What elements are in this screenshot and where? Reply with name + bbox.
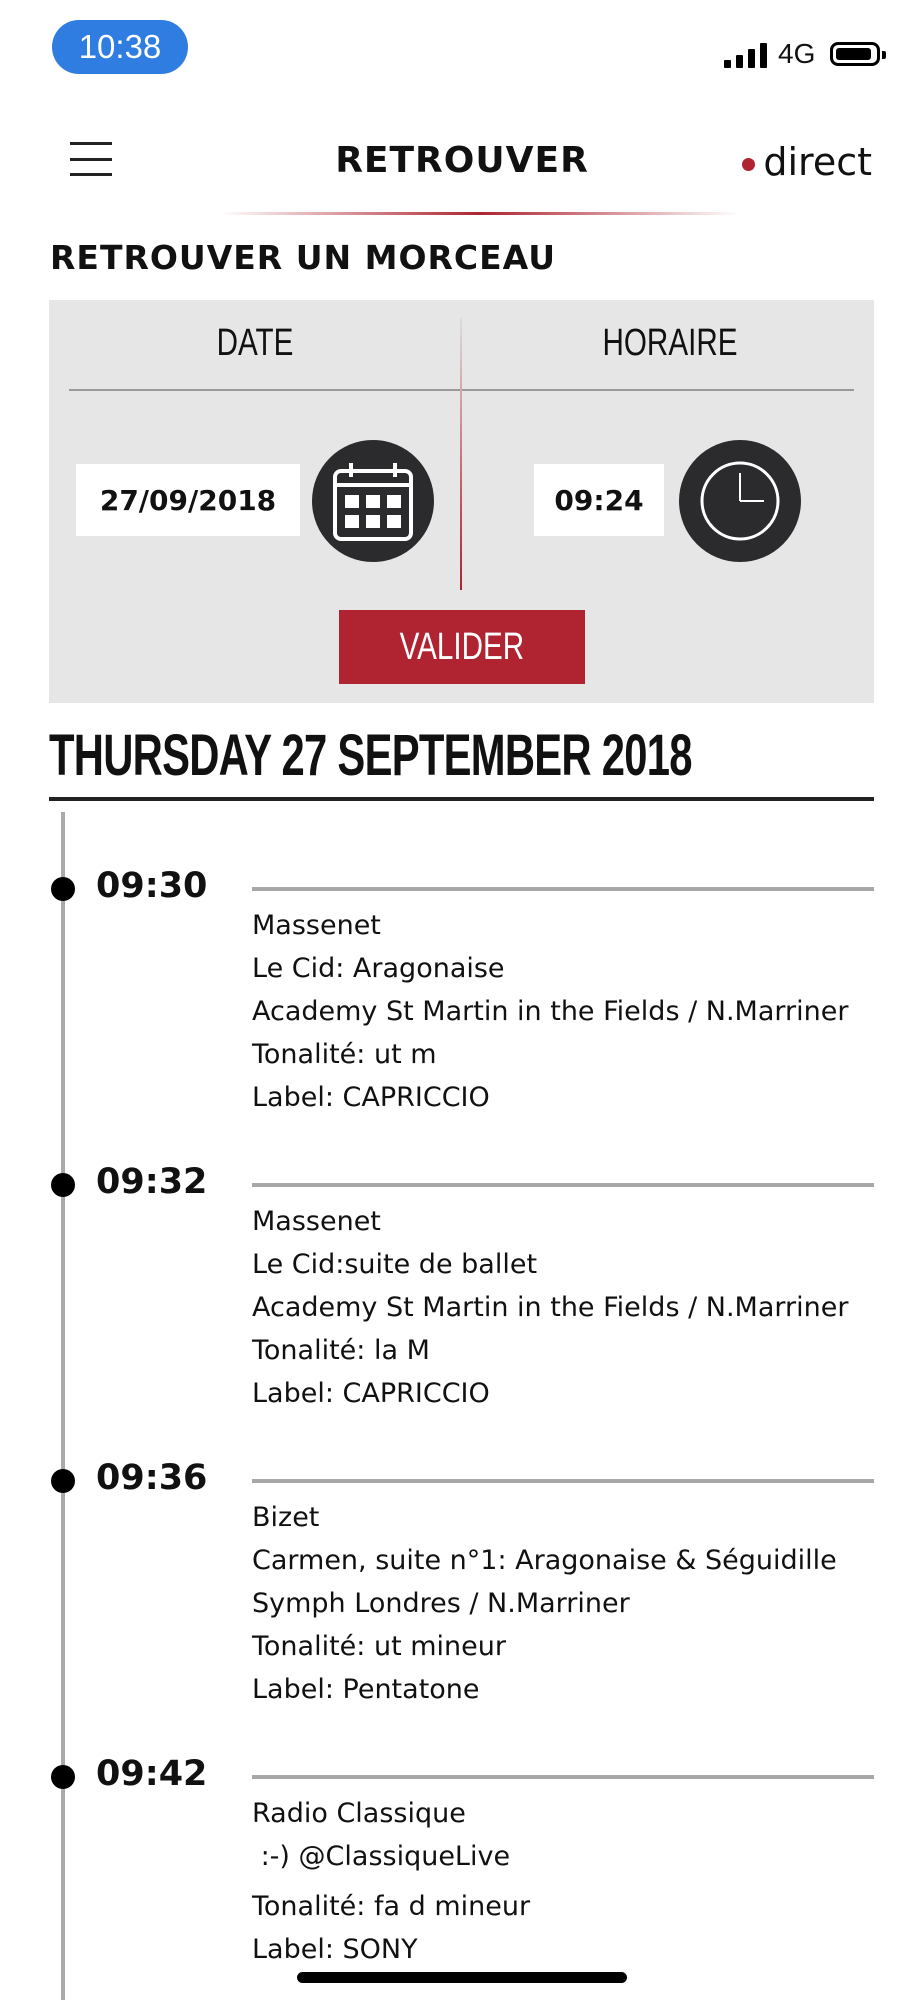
calendar-button[interactable] <box>312 440 434 562</box>
entry-line: :-) @ClassiqueLive <box>252 1841 511 1872</box>
entry-time: 09:36 <box>96 1458 208 1498</box>
panel-divider-vertical <box>460 318 462 590</box>
entry-details[interactable] <box>252 1792 530 1971</box>
entry-line: Le Cid: Aragonaise <box>252 953 505 984</box>
entry-line: Tonalité: ut m <box>252 1039 437 1070</box>
entry-line: Tonalité: fa d mineur <box>252 1891 531 1922</box>
home-indicator[interactable] <box>297 1972 627 1983</box>
time-input[interactable]: 09:24 <box>534 464 664 536</box>
timeline-dot <box>51 1469 75 1493</box>
entry-line: Carmen, suite n°1: Aragonaise & Séguidille <box>252 1545 837 1576</box>
time-header: HORAIRE <box>602 322 738 364</box>
entry-details[interactable] <box>252 1496 837 1711</box>
timeline-dot <box>51 1173 75 1197</box>
entry-details[interactable] <box>252 904 848 1119</box>
live-dot-icon <box>742 158 755 171</box>
entry-line: Massenet <box>252 1206 381 1237</box>
entry-time: 09:30 <box>96 866 208 906</box>
entry-time: 09:42 <box>96 1754 208 1794</box>
entry-divider <box>252 1775 874 1779</box>
entry-line: Radio Classique <box>252 1798 466 1829</box>
entry-line: Symph Londres / N.Marriner <box>252 1588 630 1619</box>
validate-button[interactable] <box>339 610 585 684</box>
header-divider <box>220 212 740 215</box>
entry-line: Label: CAPRICCIO <box>252 1378 490 1409</box>
entry-divider <box>252 887 874 891</box>
entry-time: 09:32 <box>96 1162 208 1202</box>
page-title: RETROUVER <box>335 140 589 181</box>
date-input[interactable]: 27/09/2018 <box>76 464 300 536</box>
timeline-dot <box>51 1765 75 1789</box>
direct-link[interactable] <box>742 140 872 184</box>
day-divider <box>49 797 874 801</box>
network-type: 4G <box>778 38 816 69</box>
day-title: THURSDAY 27 SEPTEMBER 2018 <box>49 723 692 788</box>
entry-line: Label: Pentatone <box>252 1674 480 1705</box>
date-header: DATE <box>216 322 294 364</box>
entry-line: Tonalité: la M <box>252 1335 430 1366</box>
entry-details[interactable] <box>252 1200 848 1415</box>
entry-divider <box>252 1479 874 1483</box>
entry-line: Tonalité: ut mineur <box>252 1631 506 1662</box>
clock-icon <box>698 459 782 543</box>
entry-line: Academy St Martin in the Fields / N.Marriner <box>252 1292 849 1323</box>
direct-label: direct <box>763 140 872 184</box>
signal-icon <box>724 42 767 68</box>
entry-line: Label: CAPRICCIO <box>252 1082 490 1113</box>
entry-divider <box>252 1183 874 1187</box>
timeline-dot <box>51 877 75 901</box>
entry-line: Bizet <box>252 1502 320 1533</box>
entry-line: Label: SONY <box>252 1934 418 1965</box>
calendar-icon <box>331 459 415 543</box>
entry-line: Le Cid:suite de ballet <box>252 1249 538 1280</box>
battery-icon <box>830 42 880 66</box>
clock-button[interactable] <box>679 440 801 562</box>
section-title: RETROUVER UN MORCEAU <box>50 238 556 277</box>
validate-label: VALIDER <box>399 625 525 668</box>
entry-line: Massenet <box>252 910 381 941</box>
timeline-line <box>61 812 65 2000</box>
entry-line: Academy St Martin in the Fields / N.Marriner <box>252 996 849 1027</box>
status-time: 10:38 <box>52 20 188 74</box>
